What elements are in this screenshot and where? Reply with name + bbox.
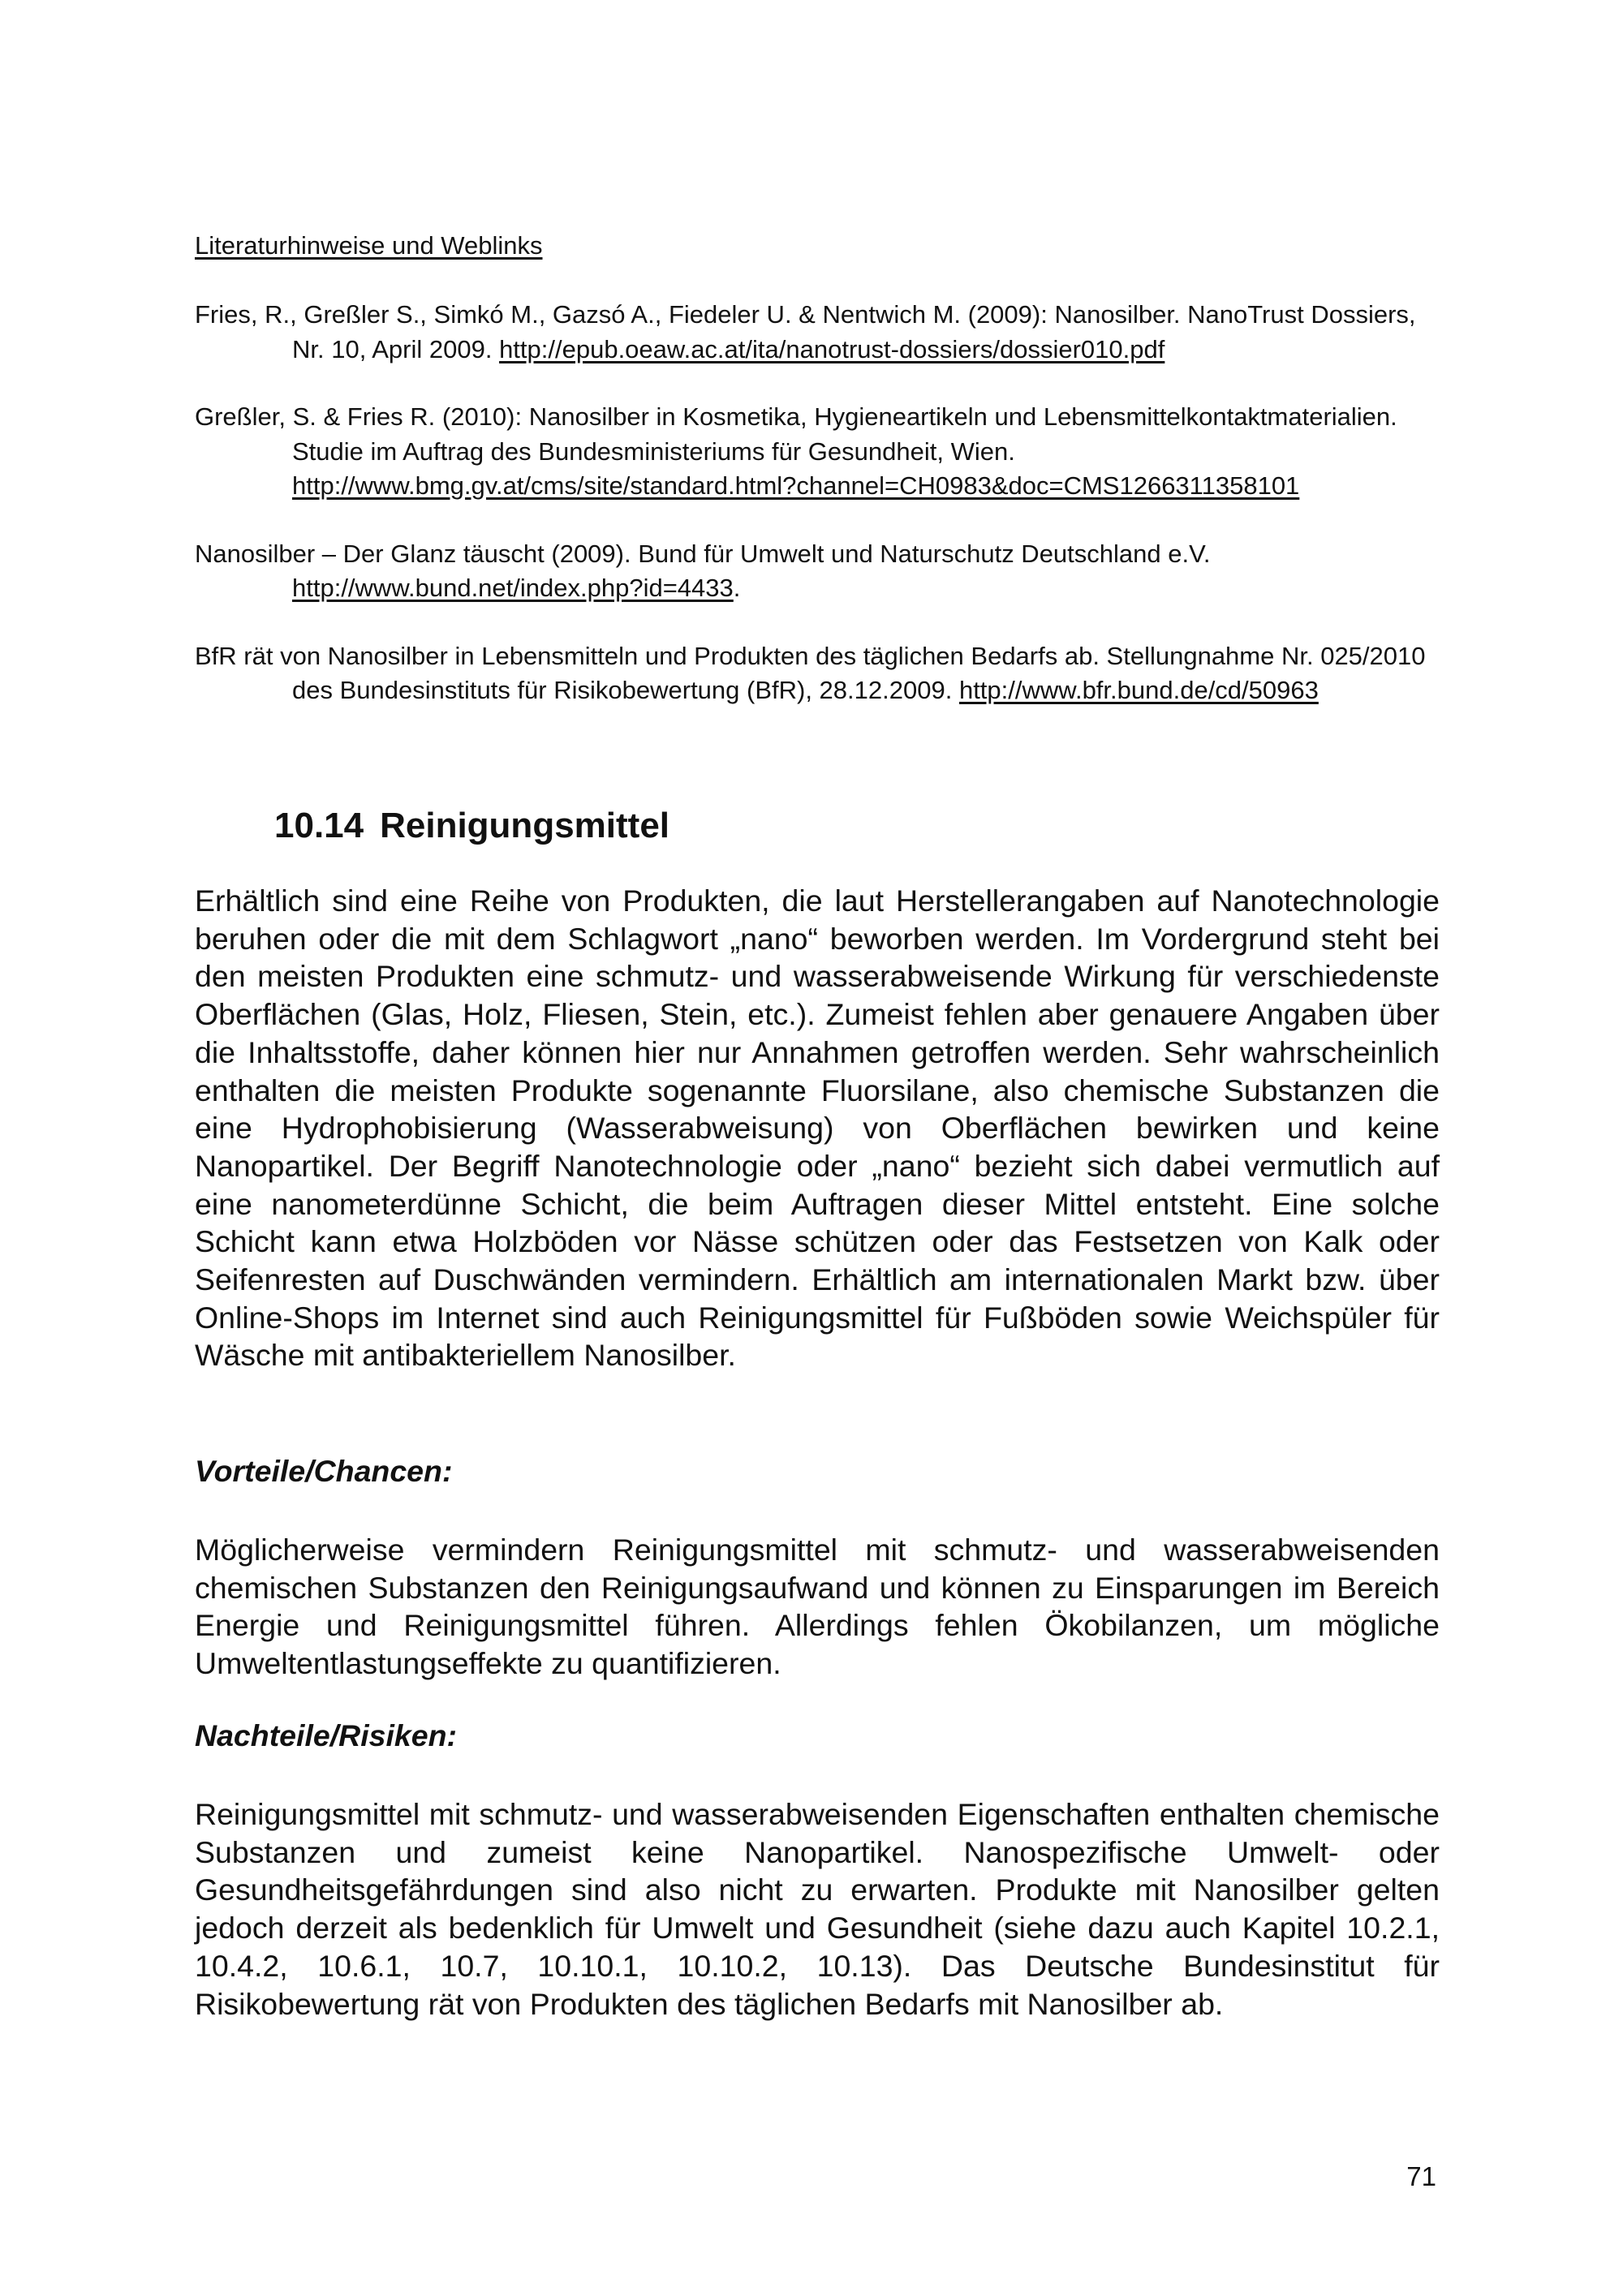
reference-text: BfR rät von Nanosilber in Lebensmitteln und Produkten des täglichen Bedarfs ab. Stellungnahme Nr. 025/2010 des Bundesinstituts für Risikobewertung (BfR), 28.12.2009.: [195, 641, 1426, 704]
risks-heading: Nachteile/Risiken:: [195, 1718, 458, 1752]
reference-text: Greßler, S. & Fries R. (2010): Nanosilber in Kosmetika, Hygieneartikeln und Lebensmittelkontaktmaterialien. Studie im Auftrag des Bundesministeriums für Gesundheit, Wien.: [195, 402, 1397, 466]
section-number: 10.14: [274, 806, 364, 845]
reference-text: Nanosilber – Der Glanz täuscht (2009). Bund für Umwelt und Naturschutz Deutschland e.V.: [195, 539, 1211, 568]
reference-item: [195, 639, 1444, 708]
reference-link[interactable]: http://epub.oeaw.ac.at/ita/nanotrust-dossiers/dossier010.pdf: [499, 334, 1165, 363]
reference-text: Fries, R., Greßler S., Simkó M., Gazsó A., Fiedeler U. & Nentwich M. (2009): Nanosilber. NanoTrust Dossiers, Nr. 10, April 2009.: [195, 300, 1416, 363]
reference-link[interactable]: http://www.bund.net/index.php?id=4433: [292, 574, 734, 602]
section-title: [274, 802, 669, 850]
reference-item: [195, 537, 1444, 606]
risks-paragraph: Reinigungsmittel mit schmutz- und wasserabweisenden Eigenschaften enthalten chemische Substanzen und zumeist keine Nanopartikel. Nanospezifische Umwelt- oder Gesundheitsgefährdungen sind also nicht zu erwarten. Produkte mit Nanosilber gelten jedoch derzeit als bedenklich für Umwelt und Gesundheit (siehe dazu auch Kapitel 10.2.1, 10.4.2, 10.6.1, 10.7, 10.10.1, 10.10.2, 10.13). Das Deutsche Bundesinstitut für Risikobewertung rät von Produkten des täglichen Bedarfs mit Nanosilber ab.: [195, 1797, 1440, 2021]
reference-item: [195, 298, 1444, 367]
section-intro-paragraph: Erhältlich sind eine Reihe von Produkten, die laut Herstellerangaben auf Nanotechnologie beruhen oder die mit dem Schlagwort „nano“ beworben werden. Im Vordergrund steht bei den meisten Produkten eine schmutz- und wasserabweisende Wirkung für verschiedenste Oberflächen (Glas, Holz, Fliesen, Stein, etc.). Zumeist fehlen aber genauere Angaben über die Inhaltsstoffe, daher können hier nur Annahmen getroffen werden. Sehr wahrscheinlich enthalten die meisten Produkte sogenannte Fluorsilane, also chemische Substanzen die eine Hydrophobisierung (Wasserabweisung) von Oberflächen bewirken und keine Nanopartikel. Der Begriff Nanotechnologie oder „nano“ bezieht sich dabei vermutlich auf eine nanometerdünne Schicht, die beim Auftragen dieser Mittel entsteht. Eine solche Schicht kann etwa Holzböden vor Nässe schützen oder das Festsetzen von Kalk oder Seifenresten auf Duschwänden vermindern. Erhältlich am internationalen Markt bzw. über Online-Shops im Internet sind auch Reinigungsmittel für Fußböden sowie Weichspüler für Wäsche mit antibakteriellem Nanosilber.: [195, 884, 1440, 1373]
references-list: [195, 298, 1444, 742]
section-title-text: Reinigungsmittel: [380, 806, 670, 845]
advantages-heading: Vorteile/Chancen:: [195, 1454, 453, 1488]
reference-link[interactable]: http://www.bfr.bund.de/cd/50963: [958, 676, 1319, 704]
references-heading: Literaturhinweise und Weblinks: [195, 231, 543, 260]
advantages-paragraph: Möglicherweise vermindern Reinigungsmittel mit schmutz- und wasserabweisenden chemischen Substanzen den Reinigungsaufwand und können zu Einsparungen im Bereich Energie und Reinigungsmittel führen. Allerdings fehlen Ökobilanzen, um mögliche Umweltentlastungseffekte zu quantifizieren.: [195, 1533, 1440, 1681]
reference-suffix: .: [733, 574, 741, 602]
reference-item: [195, 400, 1444, 504]
reference-link[interactable]: http://www.bmg.gv.at/cms/site/standard.html?channel=CH0983&doc=CMS1266311358101: [292, 471, 1300, 500]
page-number: 71: [1406, 2161, 1436, 2191]
